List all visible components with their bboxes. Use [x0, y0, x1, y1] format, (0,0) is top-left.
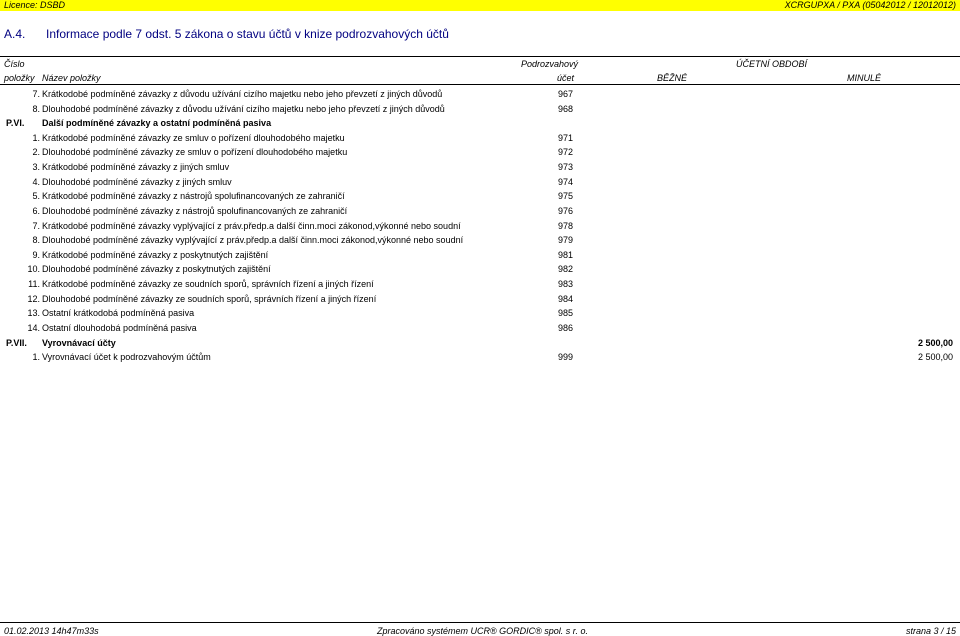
table-row	[0, 220, 960, 235]
col-bezne: BĚŽNÉ	[657, 73, 688, 83]
item-name: Ostatní krátkodobá podmíněná pasiva	[42, 308, 195, 319]
footer-page-number: strana 3 / 15	[905, 626, 956, 636]
item-name: Dlouhodobé podmíněné závazky z nástrojů spolufinancovaných ze zahraničí	[42, 205, 348, 216]
item-name: Další podmíněné závazky a ostatní podmíněná pasiva	[42, 118, 272, 129]
account-number: 984	[558, 293, 574, 304]
footer-datetime: 01.02.2013 14h47m33s	[4, 626, 99, 636]
item-number: 9.	[32, 249, 40, 260]
table-row	[0, 161, 960, 176]
item-name: Krátkodobé podmíněné závazky z důvodu užívání cizího majetku nebo jeho převzetí z jiných důvodů	[42, 89, 443, 99]
item-name: Ostatní dlouhodobá podmíněná pasiva	[42, 322, 197, 333]
account-number: 999	[558, 352, 574, 363]
report-id: XCRGUPXA / PXA (05042012 / 12012012)	[784, 0, 956, 10]
section-title-text: Informace podle 7 odst. 5 zákona o stavu účtů v knize podrozvahových účtů	[46, 27, 449, 41]
item-name: Krátkodobé podmíněné závazky vyplývající z práv.předp.a další činn.moci zákonod,výkonné nebo soudní	[42, 220, 461, 231]
section-title	[4, 27, 449, 41]
group-code: P.VII.	[6, 337, 27, 348]
account-number: 978	[558, 220, 574, 231]
item-number: 1.	[32, 352, 40, 363]
table-row	[0, 146, 960, 161]
table-row	[0, 351, 960, 366]
item-number: 2.	[32, 147, 40, 158]
table-row	[0, 307, 960, 322]
table-top-rule	[0, 56, 960, 57]
account-number: 971	[558, 132, 574, 143]
item-name: Dlouhodobé podmíněné závazky ze smluv o pořízení dlouhodobého majetku	[42, 147, 348, 158]
table-row	[0, 132, 960, 147]
item-number: 3.	[32, 162, 40, 173]
col-cislo: Číslo	[4, 59, 25, 69]
item-number: 7.	[32, 89, 40, 99]
table-row	[0, 190, 960, 205]
account-number: 967	[558, 89, 574, 99]
account-number: 985	[558, 308, 574, 319]
col-ucetni-obdobi: ÚČETNÍ OBDOBÍ	[736, 59, 808, 69]
section-number: A.4.	[4, 27, 26, 41]
account-number: 973	[558, 162, 574, 173]
account-number: 979	[558, 235, 574, 246]
table-row	[0, 278, 960, 293]
item-name: Krátkodobé podmíněné závazky ze soudních sporů, správních řízení a jiných řízení	[42, 279, 374, 290]
account-number: 981	[558, 249, 574, 260]
item-name: Krátkodobé podmíněné závazky ze smluv o pořízení dlouhodobého majetku	[42, 132, 345, 143]
col-minule: MINULÉ	[847, 73, 882, 83]
license-label: Licence: DSBD	[4, 0, 66, 10]
group-row	[0, 117, 960, 132]
item-name: Krátkodobé podmíněné závazky z jiných smluv	[42, 162, 230, 173]
col-podrozvahovy: Podrozvahový	[521, 59, 579, 69]
table-row	[0, 88, 960, 103]
license-bar	[0, 0, 960, 11]
item-name: Dlouhodobé podmíněné závazky ze soudních sporů, správních řízení a jiných řízení	[42, 293, 377, 304]
table-row	[0, 293, 960, 308]
col-polozky: položky	[4, 73, 35, 83]
item-name: Krátkodobé podmíněné závazky z nástrojů spolufinancovaných ze zahraničí	[42, 191, 345, 202]
table-row	[0, 103, 960, 118]
item-name: Dlouhodobé podmíněné závazky z důvodu užívání cizího majetku nebo jeho převzetí z jiných důvodů	[42, 103, 445, 114]
table-header-rule	[0, 84, 960, 85]
value-minule: 2 500,00	[917, 352, 953, 363]
item-name: Vyrovnávací účet k podrozvahovým účtům	[42, 352, 211, 363]
account-number: 974	[558, 176, 574, 187]
item-number: 8.	[32, 103, 40, 114]
value-minule: 2 500,00	[917, 337, 953, 348]
account-number: 972	[558, 147, 574, 158]
item-number: 11.	[28, 279, 40, 290]
item-number: 13.	[27, 308, 40, 319]
item-number: 6.	[32, 205, 40, 216]
item-name: Dlouhodobé podmíněné závazky z poskytnutých zajištění	[42, 264, 271, 275]
account-number: 982	[558, 264, 574, 275]
table-row	[0, 249, 960, 264]
account-number: 976	[558, 205, 574, 216]
account-number: 983	[558, 279, 574, 290]
item-number: 5.	[32, 191, 40, 202]
item-name: Dlouhodobé podmíněné závazky z jiných smluv	[42, 176, 232, 187]
item-name: Krátkodobé podmíněné závazky z poskytnutých zajištění	[42, 249, 269, 260]
table-row	[0, 205, 960, 220]
item-number: 7.	[32, 220, 40, 231]
item-name: Vyrovnávací účty	[42, 337, 116, 348]
item-number: 4.	[32, 176, 40, 187]
item-number: 8.	[32, 235, 40, 246]
col-nazev: Název položky	[42, 73, 101, 83]
col-ucet: účet	[557, 73, 575, 83]
table-row	[0, 322, 960, 337]
table-row	[0, 263, 960, 278]
item-number: 1.	[32, 132, 40, 143]
item-number: 10.	[27, 264, 40, 275]
item-name: Dlouhodobé podmíněné závazky vyplývající z práv.předp.a další činn.moci zákonod,výkonné nebo soudní	[42, 235, 464, 246]
item-number: 14.	[27, 322, 40, 333]
account-number: 986	[558, 322, 574, 333]
account-number: 968	[558, 103, 574, 114]
group-row	[0, 337, 960, 352]
footer-processed-by: Zpracováno systémem UCR® GORDIC® spol. s r. o.	[377, 626, 588, 636]
table-row	[0, 176, 960, 191]
item-number: 12.	[27, 293, 40, 304]
table-row	[0, 234, 960, 249]
footer-rule	[0, 622, 960, 623]
account-number: 975	[558, 191, 574, 202]
group-code: P.VI.	[6, 118, 25, 129]
